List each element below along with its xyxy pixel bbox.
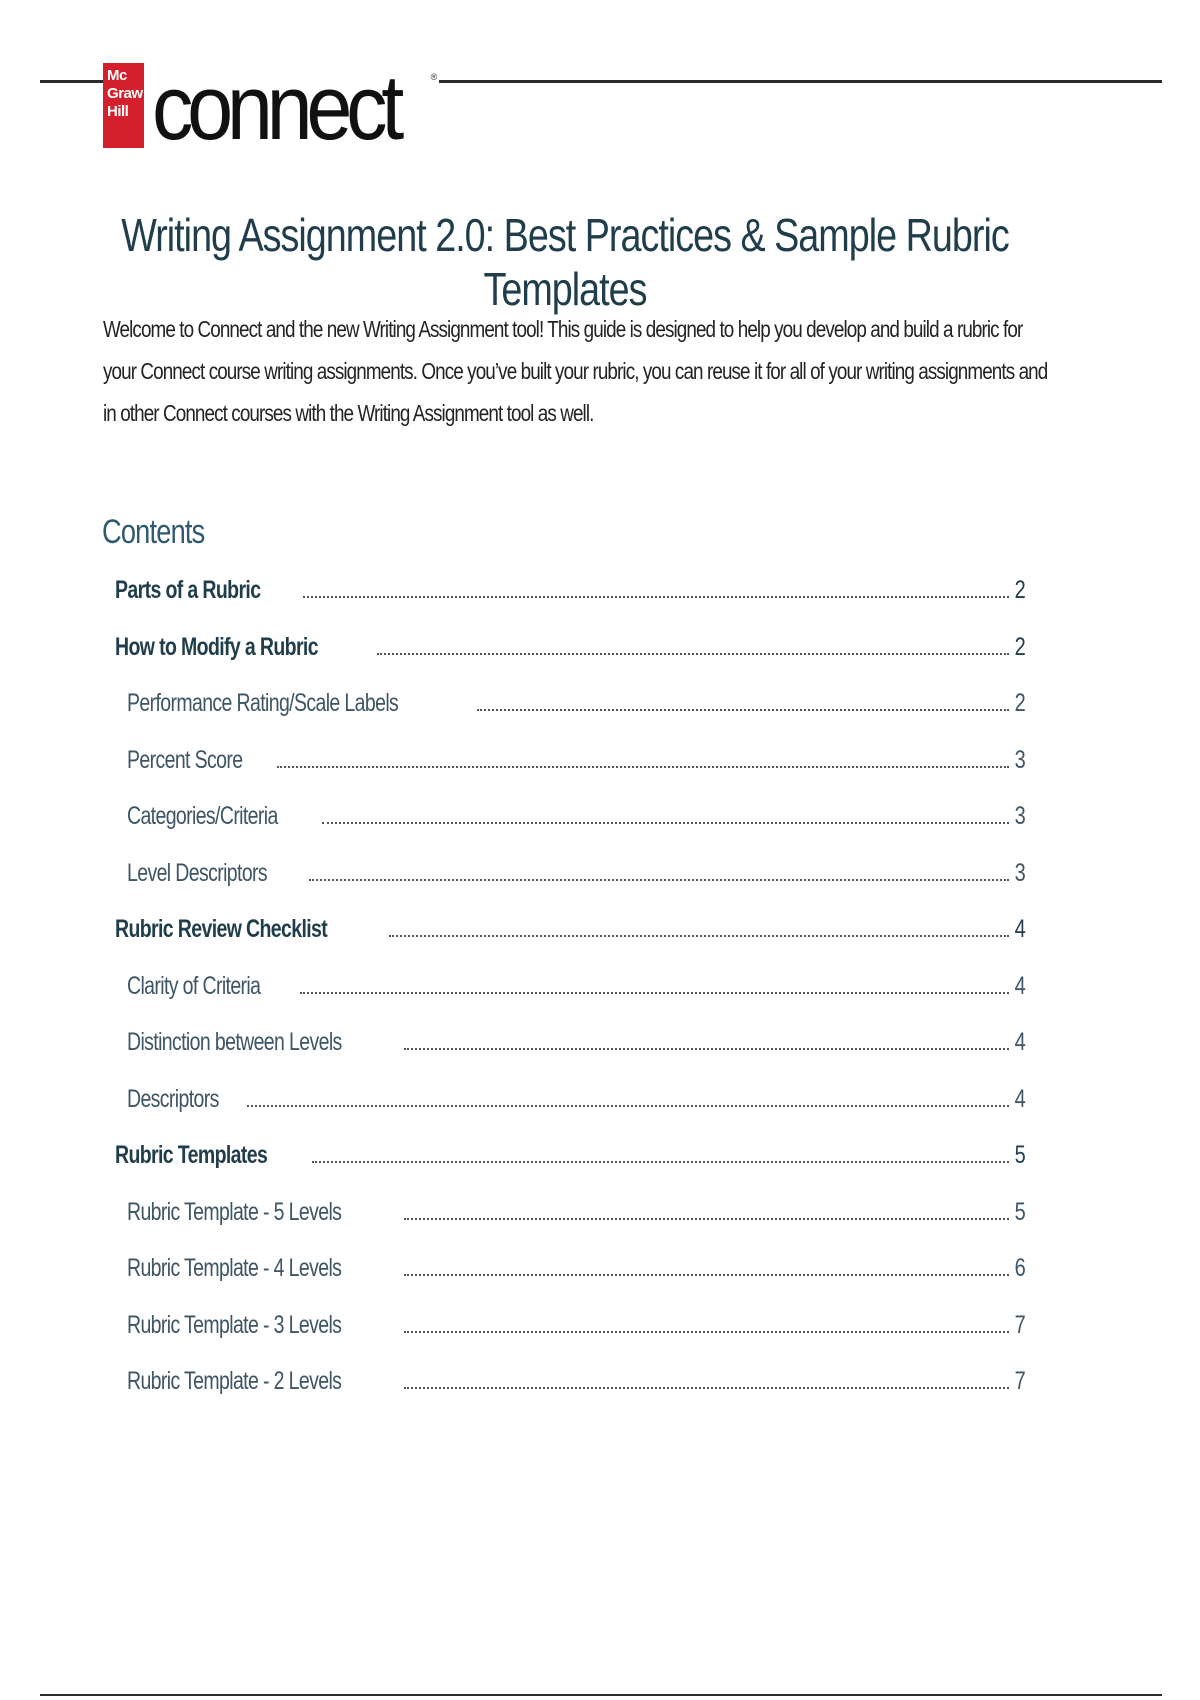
- intro-paragraph: [103, 308, 1120, 434]
- logo-box-line: Mc: [107, 67, 127, 84]
- logo-box-line: Graw: [107, 85, 143, 102]
- toc-entry[interactable]: [127, 678, 1025, 718]
- toc-entry[interactable]: [115, 622, 1025, 662]
- toc-entry-label: Rubric Template - 2 Levels: [127, 1367, 342, 1395]
- intro-line: your Connect course writing assignments. Once you’ve built your rubric, you can reuse it for all of your writing assignments and: [103, 358, 1048, 384]
- toc-entry[interactable]: [127, 735, 1025, 775]
- toc-entry-label: Percent Score: [127, 745, 243, 774]
- toc-dot-leader: [300, 992, 1009, 994]
- mcgraw-hill-logo-box: [103, 63, 144, 148]
- toc-dot-leader: [389, 935, 1009, 937]
- toc-dot-leader: [322, 822, 1009, 824]
- toc-entry[interactable]: [127, 1074, 1025, 1114]
- connect-wordmark: connect: [152, 57, 398, 159]
- toc-dot-leader: [309, 879, 1009, 881]
- toc-entry-label: Performance Rating/Scale Labels: [127, 689, 399, 717]
- toc-entry[interactable]: [127, 1300, 1025, 1340]
- toc-page-number: 4: [1014, 1028, 1025, 1056]
- toc-entry[interactable]: [127, 1017, 1025, 1057]
- toc-page-number: 3: [1014, 745, 1025, 774]
- toc-page-number: 5: [1014, 1197, 1025, 1226]
- toc-entry-label: Rubric Template - 4 Levels: [127, 1254, 342, 1282]
- toc-entry[interactable]: [127, 961, 1025, 1001]
- toc-page-number: 2: [1014, 576, 1025, 604]
- footer-rule: [40, 1694, 1162, 1696]
- toc-entry-label: Level Descriptors: [127, 858, 268, 887]
- toc-entry-label: Rubric Template - 5 Levels: [127, 1197, 342, 1226]
- toc-page-number: 3: [1014, 858, 1025, 887]
- mcgraw-hill-connect-logo: [103, 57, 439, 159]
- toc-page-number: 4: [1014, 971, 1025, 1000]
- toc-entry[interactable]: [115, 565, 1025, 605]
- toc-page-number: 4: [1014, 1084, 1025, 1113]
- toc-dot-leader: [404, 1274, 1009, 1276]
- toc-entry-label: Categories/Criteria: [127, 802, 278, 830]
- toc-entry[interactable]: [127, 1187, 1025, 1227]
- logo-box-line: Hill: [107, 103, 129, 120]
- toc-entry-label: Rubric Templates: [115, 1141, 268, 1169]
- toc-dot-leader: [247, 1105, 1009, 1107]
- toc-page-number: 7: [1014, 1367, 1025, 1395]
- toc-page-number: 6: [1014, 1254, 1025, 1282]
- toc-entry[interactable]: [127, 791, 1025, 831]
- toc-entry-label: Rubric Review Checklist: [115, 915, 328, 943]
- toc-page-number: 2: [1014, 632, 1025, 661]
- toc-page-number: 5: [1014, 1141, 1025, 1169]
- toc-page-number: 3: [1014, 802, 1025, 830]
- toc-dot-leader: [377, 653, 1009, 655]
- toc-entry[interactable]: [127, 1243, 1025, 1283]
- toc-dot-leader: [477, 709, 1009, 711]
- toc-dot-leader: [404, 1387, 1009, 1389]
- toc-dot-leader: [303, 596, 1008, 598]
- contents-heading: Contents: [102, 513, 205, 551]
- toc-entry[interactable]: [115, 904, 1025, 944]
- toc-entry[interactable]: [115, 1130, 1025, 1170]
- toc-entry-label: How to Modify a Rubric: [115, 632, 318, 661]
- toc-entry-label: Distinction between Levels: [127, 1028, 342, 1056]
- toc-entry-label: Rubric Template - 3 Levels: [127, 1310, 342, 1339]
- toc-entry-label: Parts of a Rubric: [115, 576, 261, 604]
- toc-dot-leader: [404, 1218, 1009, 1220]
- toc-entry[interactable]: [127, 848, 1025, 888]
- toc-dot-leader: [404, 1048, 1009, 1050]
- toc-dot-leader: [404, 1331, 1009, 1333]
- trademark-symbol: ®: [430, 72, 438, 82]
- toc-page-number: 7: [1014, 1310, 1025, 1339]
- intro-line: Welcome to Connect and the new Writing Assignment tool! This guide is designed to help you develop and build a rubric for: [103, 316, 1023, 342]
- toc-dot-leader: [277, 766, 1009, 768]
- toc-dot-leader: [312, 1161, 1009, 1163]
- toc-entry-label: Clarity of Criteria: [127, 971, 261, 1000]
- document-title: Writing Assignment 2.0: Best Practices & Sample Rubric Templates: [121, 209, 1009, 315]
- toc-page-number: 2: [1014, 689, 1025, 717]
- toc-entry-label: Descriptors: [127, 1084, 219, 1113]
- toc-page-number: 4: [1014, 915, 1025, 943]
- toc-entry[interactable]: [127, 1356, 1025, 1396]
- intro-line: in other Connect courses with the Writing Assignment tool as well.: [103, 400, 594, 426]
